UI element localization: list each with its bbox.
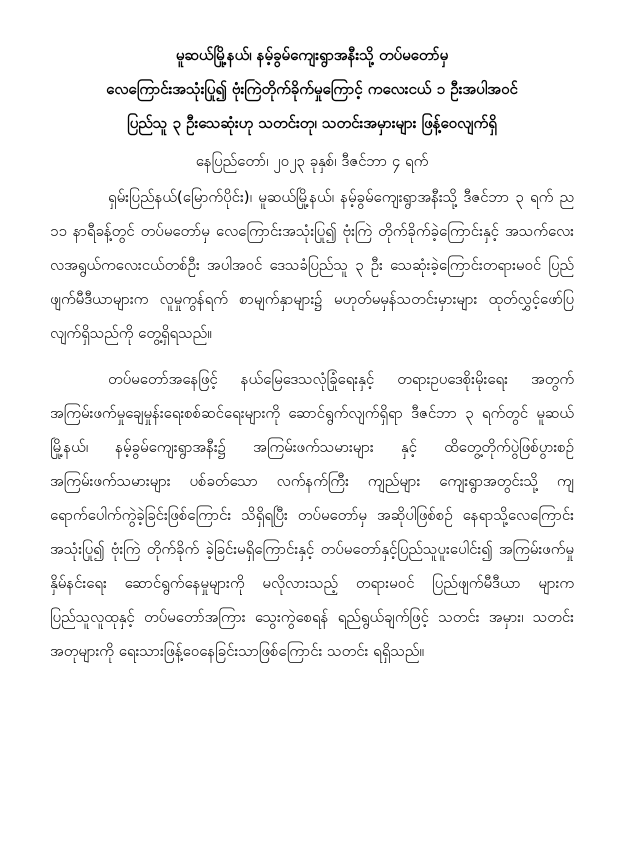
headline-line-1: မူဆယ်မြို့နယ်၊ နမ့်ခွမ်ကျေးရွာအနီးသို့ တပ်မတော်မှ — [175, 46, 449, 64]
body-paragraph-2: တပ်မတော်အနေဖြင့် နယ်မြေဒေသလုံခြုံရေးနှင့် တရားဥပဒေစိုးမိုးရေး အတွက် အကြမ်းဖက်မှုချေမှုန်းရေးစစ်ဆင်ရေးများကို ဆောင်ရွက်လျက်ရှိရာ ဒီဇင်ဘာ ၃ ရက်တွင် မူဆယ်မြို့နယ်၊ နမ့်ခွမ်ကျေးရွာအနီး၌ အကြမ်းဖက်သမားများ နှင့် ထိတွေ့တိုက်ပွဲဖြစ်ပွားစဉ် အကြမ်းဖက်သမားများ ပစ်ခတ်သော လက်နက်ကြီး ကျည်များ ကျေးရွာအတွင်းသို့ ကျရောက်ပေါက်ကွဲခဲ့ခြင်းဖြစ်ကြောင်း သိရှိရပြီး တပ်မတော်မှ အဆိုပါဖြစ်စဉ် နေရာသို့လေကြောင်းအသုံးပြု၍ ဗုံးကြဲ တိုက်ခိုက် ခဲ့ခြင်းမရှိကြောင်းနှင့် တပ်မတော်နှင့်ပြည်သူပူးပေါင်း၍ အကြမ်းဖက်မှု နှိမ်နင်းရေး ဆောင်ရွက်နေမှုများကို မလိုလားသည့် တရားမဝင် ပြည်ဖျက်မီဒီယာ များက ပြည်သူလူထုနှင့် တပ်မတော်အကြား သွေးကွဲစေရန် ရည်ရွယ်ချက်ဖြင့် သတင်း အမှား၊ သတင်းအတုများကို ရေးသားဖြန့်ဝေနေခြင်းသာဖြစ်ကြောင်း သတင်း ရရှိသည်။ — [50, 370, 574, 660]
headline-line-3: ပြည်သူ ၃ ဦးသေဆုံးဟု သတင်းတု၊ သတင်းအမှားများ ဖြန့်ဝေလျက်ရှိ — [127, 114, 497, 132]
headline-line-2: လေကြောင်းအသုံးပြု၍ ဗုံးကြဲတိုက်ခိုက်မှုကြောင့် ကလေးငယ် ၁ ဦးအပါအဝင် — [106, 80, 518, 98]
headline — [50, 38, 574, 140]
body-paragraph-1: ရှမ်းပြည်နယ်(မြောက်ပိုင်း)၊ မူဆယ်မြို့နယ်၊ နမ့်ခွမ်ကျေးရွာအနီးသို့ ဒီဇင်ဘာ ၃ ရက် ည ၁၁ နာရီခန့်တွင် တပ်မတော်မှ လေကြောင်းအသုံးပြု၍ ဗုံးကြဲ တိုက်ခိုက်ခဲ့ကြောင်းနှင့် အသက်လေးလအရွယ်ကလေးငယ်တစ်ဦး အပါအဝင် ဒေသခံပြည်သူ ၃ ဦး သေဆုံးခဲ့ကြောင်းတရားမဝင် ပြည်ဖျက်မီဒီယာများက လူမှုကွန်ရက် စာမျက်နှာများ၌ မဟုတ်မမှန်သတင်းမှားများ ထုတ်လွှင့်ဖော်ပြ လျက်ရှိသည်ကို တွေ့ရှိရသည်။ — [50, 188, 574, 342]
dateline: နေပြည်တော်၊ ၂၀၂၃ ခုနှစ်၊ ဒီဇင်ဘာ ၄ ရက် — [195, 152, 429, 170]
